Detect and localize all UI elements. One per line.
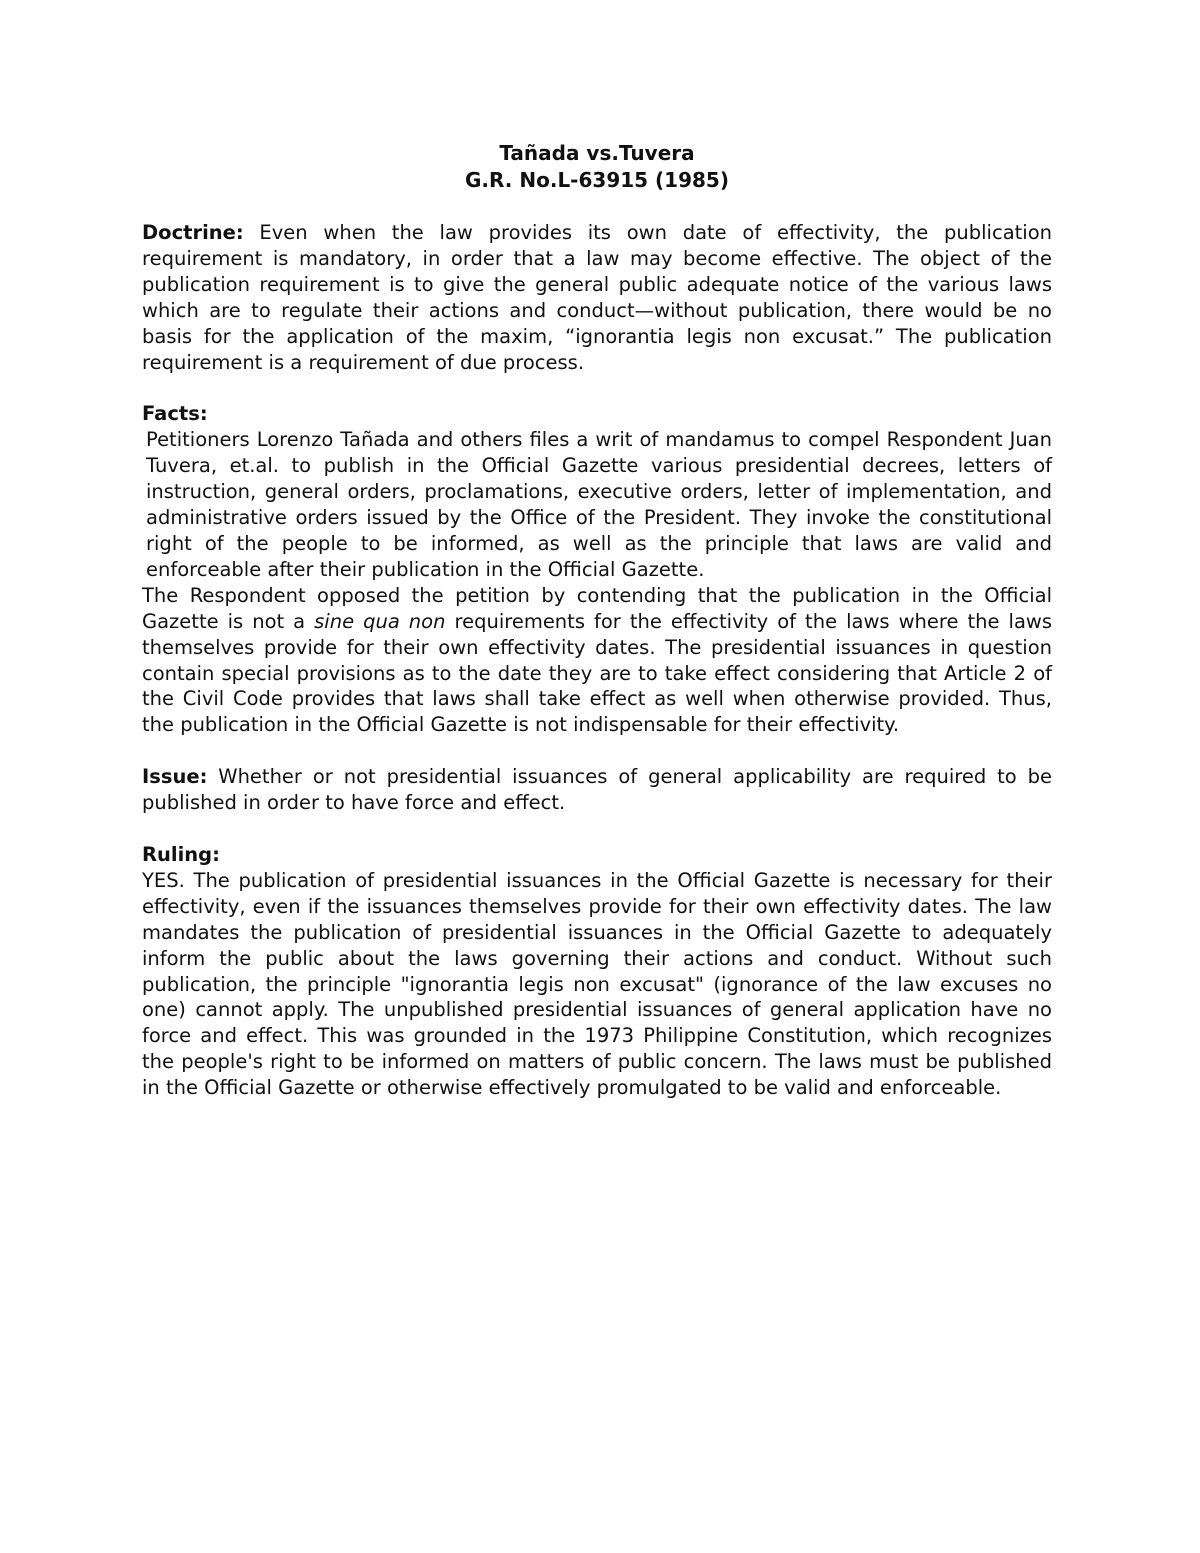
facts-paragraph-2 [142, 583, 1052, 738]
facts-paragraph-2-italic: sine qua non [314, 609, 446, 633]
facts-paragraph-1: Petitioners Lorenzo Tañada and others files a writ of mandamus to compel Respondent Juan Tuvera, et.al. to publish in the Official Gazette various presidential decrees, letters of instruction, general orders, proclamations, executive orders, letter of implementation, and administrative orders issued by the Office of the President. They invoke the constitutional right of the people to be informed, as well as the principle that laws are valid and enforceable after their publication in the Official Gazette. [146, 428, 1052, 581]
doctrine-paragraph [142, 220, 1052, 375]
document-page [142, 140, 1052, 1127]
facts-section [142, 401, 1052, 738]
ruling-label: Ruling: [142, 843, 220, 867]
doctrine-text: Even when the law provides its own date of effectivity, the publication requirement is mandatory, in order that a law may become effective. The object of the publication requirement is to give the general public adequate notice of the various laws which are to regulate their actions and conduct—without publication, there would be no basis for the application of the maxim, “ignorantia legis non excusat.” The publication requirement is a requirement of due process. [142, 221, 1052, 374]
issue-label: Issue: [142, 765, 208, 789]
facts-paragraph-2-start: The Respondent opposed the petition by contending that the publication in the Official Gazette is not a [142, 583, 1052, 633]
case-number: G.R. No.L-63915 (1985) [465, 168, 729, 192]
ruling-section [142, 842, 1052, 1101]
doctrine-section [142, 220, 1052, 375]
facts-paragraph-2-end: requirements for the effectivity of the laws where the laws themselves provide for their own effectivity dates. The presidential issuances in question contain special provisions as to the date they are to take effect considering that Article 2 of the Civil Code provides that laws shall take effect as well when otherwise provided. Thus, the publication in the Official Gazette is not indispensable for their effectivity. [142, 609, 1052, 737]
issue-section [142, 764, 1052, 816]
title-block [142, 140, 1052, 194]
ruling-paragraph: YES. The publication of presidential issuances in the Official Gazette is necessary for their effectivity, even if the issuances themselves provide for their own effectivity dates. The law mandates the publication of presidential issuances in the Official Gazette to adequately inform the public about the laws governing their actions and conduct. Without such publication, the principle "ignorantia legis non excusat" (ignorance of the law excuses no one) cannot apply. The unpublished presidential issuances of general application have no force and effect. This was grounded in the 1973 Philippine Constitution, which recognizes the people's right to be informed on matters of public concern. The laws must be published in the Official Gazette or otherwise effectively promulgated to be valid and enforceable. [142, 868, 1052, 1100]
doctrine-label: Doctrine: [142, 221, 244, 244]
issue-paragraph [142, 764, 1052, 816]
issue-text: Whether or not presidential issuances of general applicability are required to be published in order to have force and effect. [142, 765, 1052, 815]
case-title: Tañada vs.Tuvera [499, 141, 695, 165]
facts-label: Facts: [142, 402, 208, 426]
